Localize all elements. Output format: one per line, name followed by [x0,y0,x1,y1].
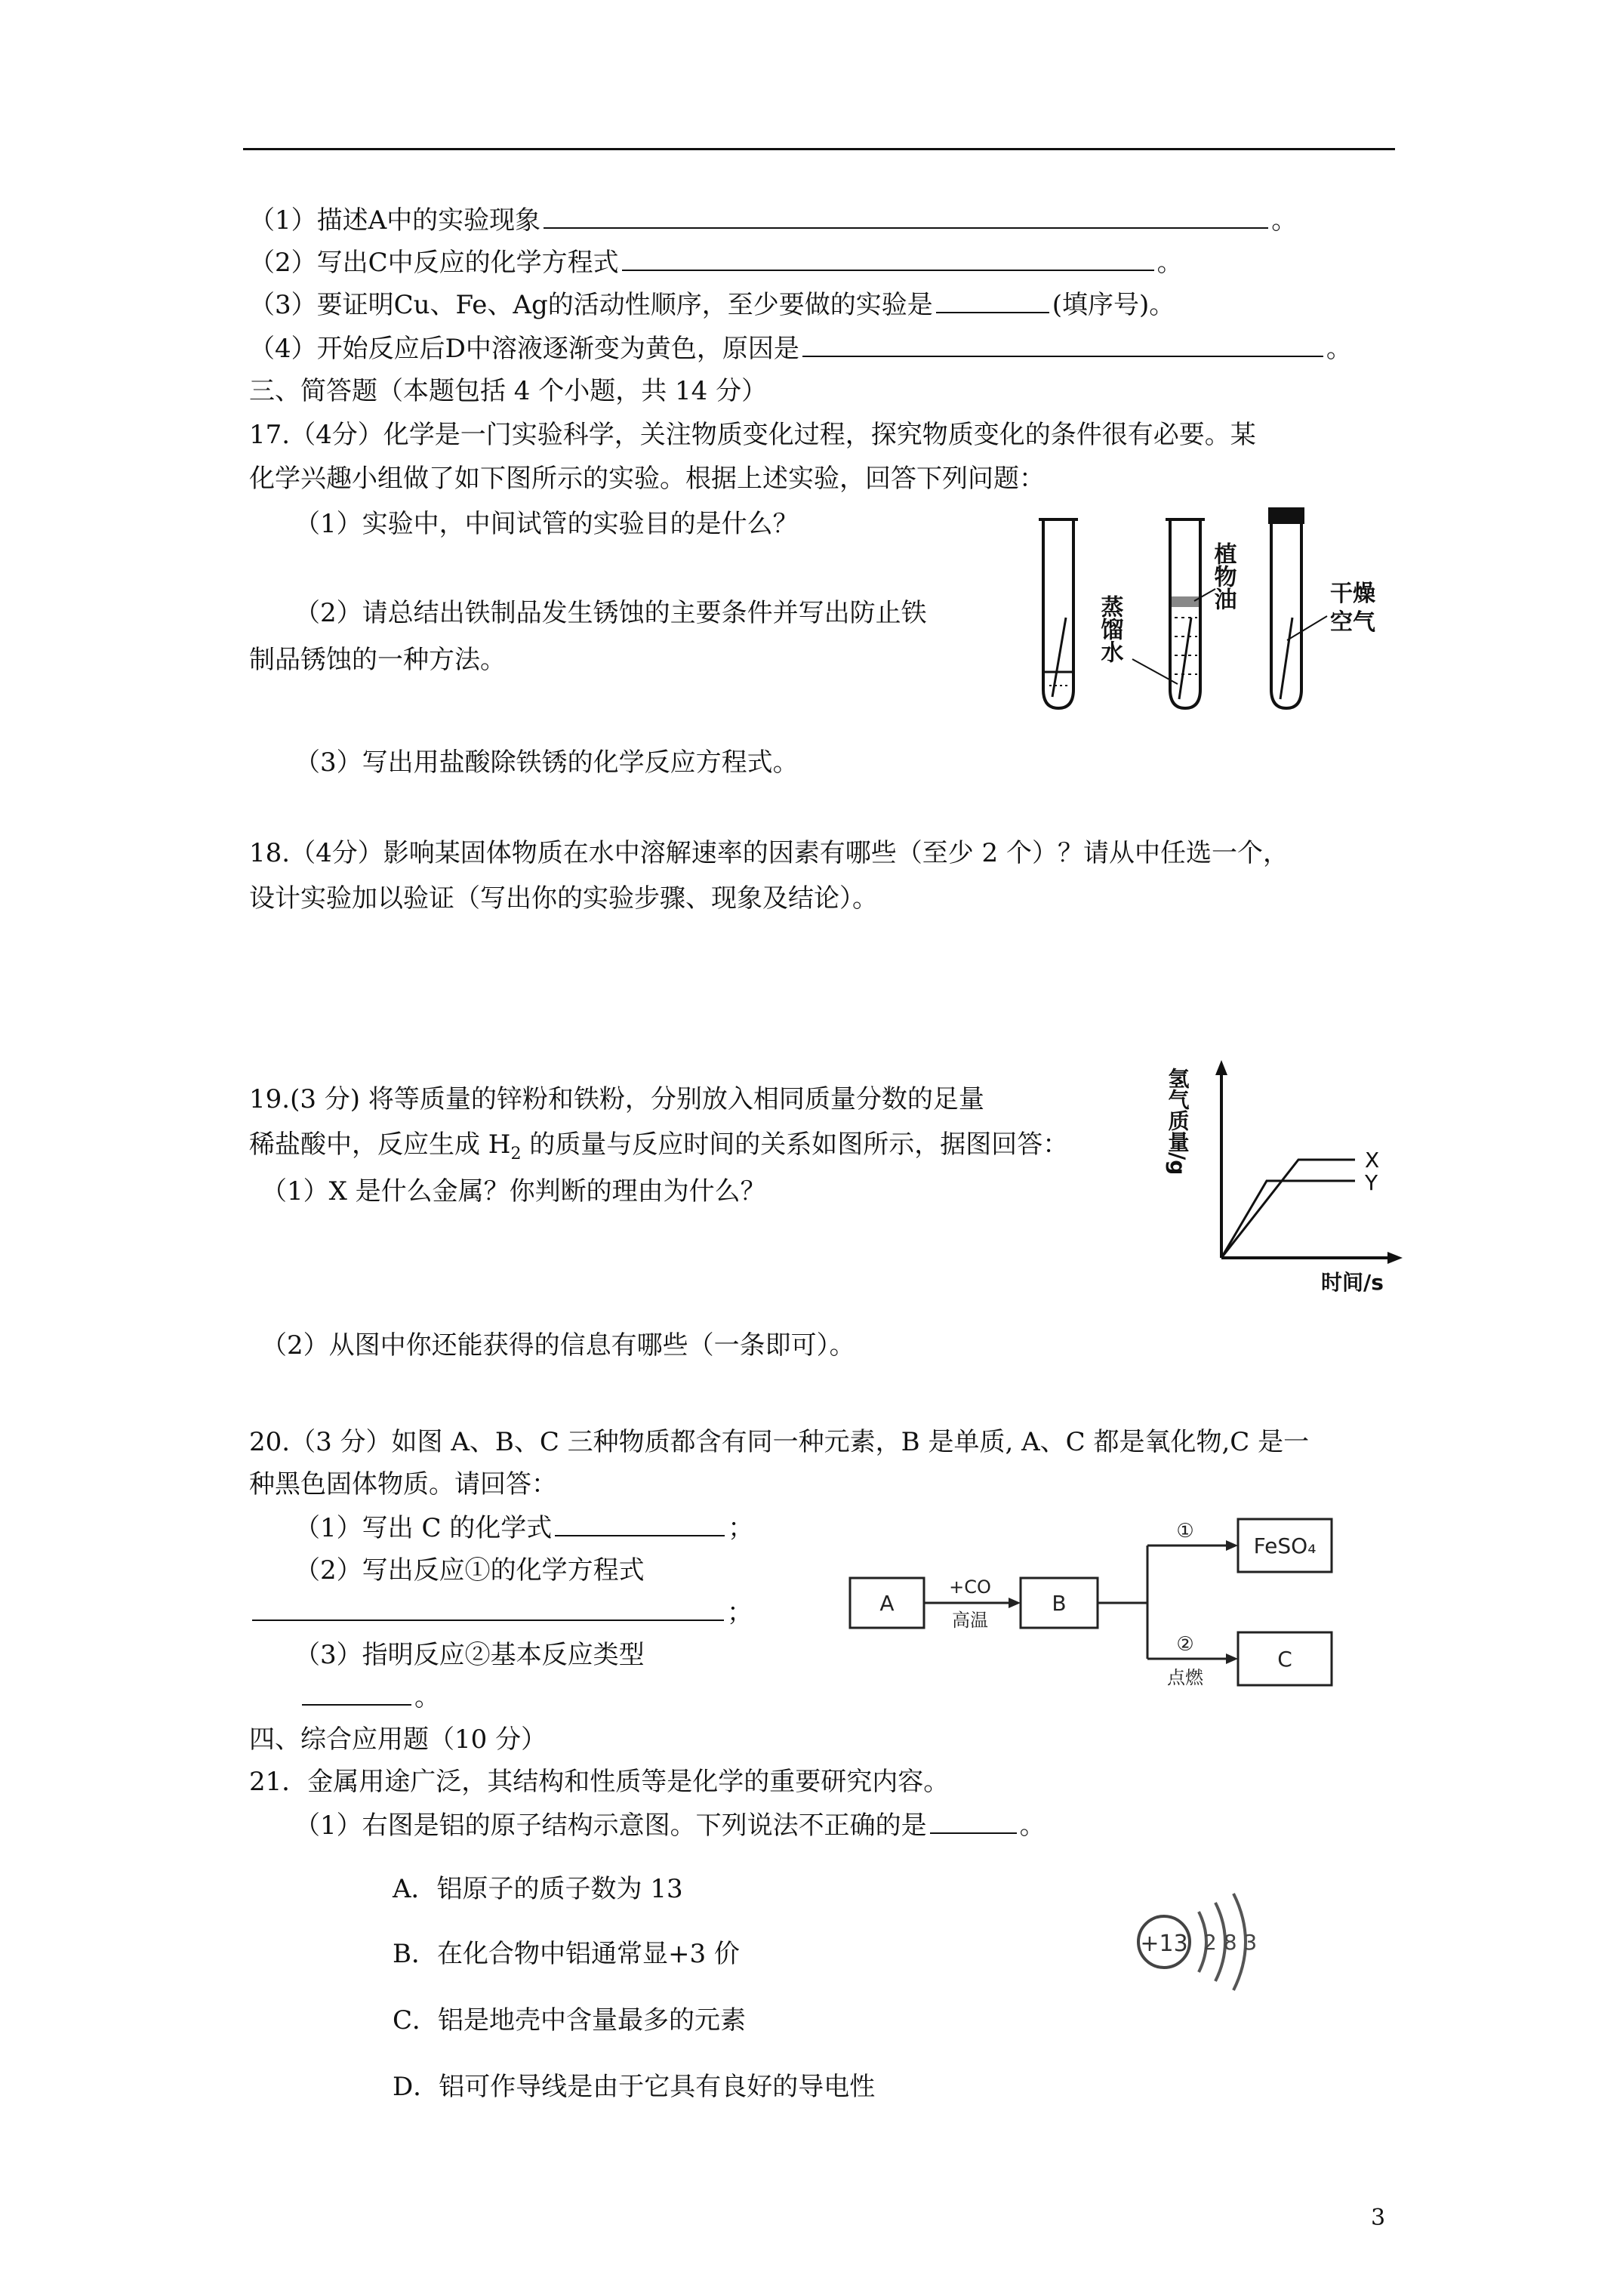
q17-stem-1: 17.（4分）化学是一门实验科学，关注物质变化过程，探究物质变化的条件很有必要。某 [249,420,1256,450]
label-dry-air-1: 干燥 [1330,581,1375,607]
q16-4-line: （4）开始反应后D中溶液逐渐变为黄色，原因是 。 [249,334,1352,364]
test-tubes-figure [1019,504,1412,723]
q19-sub-2: （2）从图中你还能获得的信息有哪些（一条即可）。 [261,1330,855,1361]
section-3-heading: 三、简答题（本题包括 4 个小题，共 14 分） [249,376,768,406]
header-rule [243,148,1395,150]
node-b-label: B [1052,1591,1067,1616]
q16-2-line: （2）写出C中反应的化学方程式 。 [249,248,1183,278]
arrow-reagent: +CO [949,1576,991,1598]
q19-stem-2: 稀盐酸中，反应生成 $H_2$ 的质量与反应时间的关系如图所示，据图回答： [249,1130,1069,1163]
answer-blank[interactable] [802,355,1323,357]
reaction-2-mark: ② [1176,1633,1194,1656]
answer-blank[interactable] [555,1534,725,1536]
label-dry-air-2: 空气 [1330,609,1375,636]
answer-blank[interactable] [936,311,1049,313]
q17-sub-1: （1）实验中，中间试管的实验目的是什么？ [294,509,799,539]
answer-blank[interactable] [544,227,1268,229]
q20-stem-2: 种黑色固体物质。请回答： [249,1469,557,1499]
section-4-heading: 四、综合应用题（10 分） [249,1724,547,1755]
q20-sub-3-blank: 。 [299,1682,440,1713]
node-a-label: A [879,1591,895,1616]
node-c-label: C [1277,1647,1292,1672]
q18-stem-1: 18.（4分）影响某固体物质在水中溶解速率的因素有哪些（至少 2 个）？请从中任选一个， [249,838,1289,868]
reaction-2-condition: 点燃 [1167,1667,1203,1688]
hydrogen-mass-graph [1163,1054,1412,1296]
answer-blank[interactable] [252,1619,724,1621]
node-feso4-label: FeSO₄ [1253,1533,1317,1558]
test-tube-middle [1132,519,1215,708]
reaction-flow-diagram [845,1480,1389,1706]
label-distilled-water: 蒸馏水 [1096,595,1123,663]
option-d: D．铝可作导线是由于它具有良好的导电性 [393,2072,876,2102]
answer-blank[interactable] [302,1703,411,1706]
option-b: B．在化合物中铝通常显+3 价 [393,1939,740,1969]
q19-stem-1: 19.(3 分) 将等质量的锌粉和铁粉，分别放入相同质量分数的足量 [249,1084,984,1114]
q20-sub-2: （2）写出反应①的化学方程式 [294,1555,645,1586]
nucleus-charge: +13 [1140,1931,1188,1957]
label-vegetable-oil: 植物油 [1209,542,1236,610]
answer-blank[interactable] [622,269,1154,271]
arrow-condition: 高温 [952,1610,988,1631]
q17-sub-2a: （2）请总结出铁制品发生锈蚀的主要条件并写出防止铁 [294,598,927,628]
q20-stem-1: 20.（3 分）如图 A、B、C 三种物质都含有同一种元素，B 是单质, A、C 都是氧化物,C 是一 [249,1427,1310,1457]
q20-sub-1: （1）写出 C 的化学式 ； [294,1513,754,1543]
test-tube-right [1270,509,1327,708]
series-y-label: Y [1365,1170,1378,1195]
series-x-line [1221,1160,1355,1258]
reaction-1-mark: ① [1176,1520,1194,1542]
q17-stem-2: 化学兴趣小组做了如下图所示的实验。根据上述实验，回答下列问题： [249,464,1045,494]
q18-stem-2: 设计实验加以验证（写出你的实验步骤、现象及结论）。 [249,883,878,914]
q17-sub-3: （3）写出用盐酸除铁锈的化学反应方程式。 [294,747,799,778]
q21-stem: 21．金属用途广泛，其结构和性质等是化学的重要研究内容。 [249,1767,950,1797]
q20-sub-2-blank: ； [249,1598,753,1629]
q20-sub-3: （3）指明反应②基本反应类型 [294,1640,645,1670]
series-y-line [1221,1181,1355,1258]
graph-ylabel: 氢气质量/g [1165,1068,1190,1176]
answer-blank[interactable] [930,1832,1017,1834]
option-c: C．铝是地壳中含量最多的元素 [393,2005,747,2036]
option-a: A．铝原子的质子数为 13 [393,1874,683,1904]
q16-3-line: （3）要证明Cu、Fe、Ag的活动性顺序，至少要做的实验是 (填序号)。 [249,290,1175,320]
page-number: 3 [1371,2205,1386,2231]
q16-1-line: （1）描述A中的实验现象 。 [249,205,1298,236]
aluminum-atom-diagram [1132,1888,1276,2001]
q17-sub-2b: 制品锈蚀的一种方法。 [249,645,506,675]
test-tube-left [1039,519,1078,708]
graph-xlabel: 时间/s [1321,1270,1384,1295]
q21-sub-1: （1）右图是铝的原子结构示意图。下列说法不正确的是 。 [294,1811,1046,1841]
series-x-label: X [1365,1148,1380,1173]
q19-sub-1: （1）X 是什么金属？你判断的理由为什么？ [261,1176,766,1207]
shell-electrons: 2 8 3 [1203,1930,1258,1955]
